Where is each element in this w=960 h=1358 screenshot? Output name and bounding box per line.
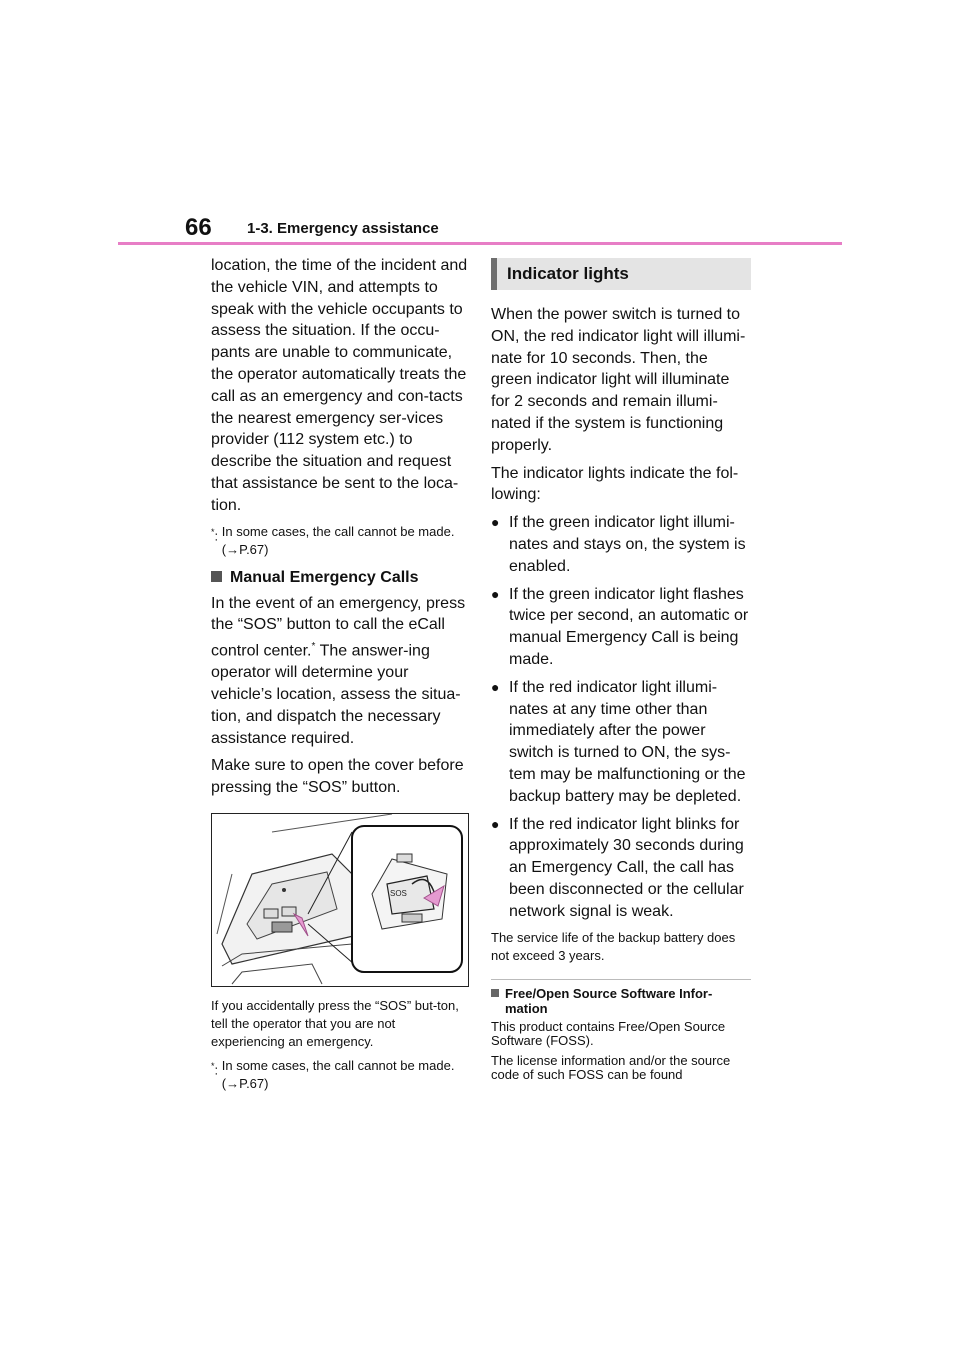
square-bullet-icon [211,571,222,582]
foss-heading [491,986,751,1016]
footnote-mark: *: [211,1061,222,1078]
paragraph: Make sure to open the cover before pressing the “SOS” button. [211,757,464,797]
list-item: ● If the green indicator light flashes twice per second, an automatic or manual Emergency Call is being made. [491,584,751,671]
square-bullet-icon [491,989,499,997]
bullet-dot-icon: ● [491,815,500,832]
foss-heading-text: Free/Open Source Software Infor-mation [505,985,713,1016]
paragraph: The indicator lights indicate the fol-lowing: [491,464,739,504]
bullet-dot-icon: ● [491,514,500,531]
manual-calls-heading-text: Manual Emergency Calls [230,568,419,586]
page-number: 66 [185,214,212,241]
list-item: ● If the red indicator light illumi-nates at any time other than immediately after the power switch is turned to ON, the sys-tem may be malfunctioning or the backup battery may be depleted. [491,677,751,808]
footnote [211,1057,471,1093]
paragraph: location, the time of the incident and the vehicle VIN, and attempts to speak with the vehicle occupants to assess the situation. If the occu-pants are unable to communicate, the operator automatically treats the call as an emergency and con-tacts the nearest emergency ser-vices provider (112 system etc.) to describe the situation and request that assistance be sent to the loca-tion. [211,257,468,514]
header-rule [118,242,842,245]
accidental-press-note: If you accidentally press the “SOS” but-ton, tell the operator that you are not experiencing an emergency. [211,998,459,1050]
footnote [211,523,471,559]
manual-calls-heading [211,569,471,587]
overhead-console-drawing [212,814,468,986]
paragraph: When the power switch is turned to ON, the red indicator light will illumi-nate for 10 seconds. Then, the green indicator light will illuminate for 2 seconds and remain illumi-nated if the system is functioning properly. [491,306,746,454]
divider [491,979,751,980]
sos-label: SOS [390,889,407,899]
paragraph: In the event of an emergency, press the “SOS” button to call the eCall control center.* The answer-ing operator will determine your vehicle’s location, assess the situa-tion, and dispatch the necessary assistance required. [211,594,466,747]
right-column [491,258,751,1088]
section-title: 1-3. Emergency assistance [247,220,439,237]
bullet-dot-icon: ● [491,585,500,602]
indicator-lights-heading: Indicator lights [491,258,751,290]
left-column [211,255,471,1103]
foss-paragraph: The license information and/or the source code of such FOSS can be found [491,1052,731,1082]
foss-paragraph: This product contains Free/Open Source Software (FOSS). [491,1018,726,1048]
list-item: ● If the green indicator light illumi-nates and stays on, the system is enabled. [491,512,751,577]
footnote-mark: *: [211,526,222,543]
sos-button-illustration [211,813,469,987]
list-item: ● If the red indicator light blinks for approximately 30 seconds during an Emergency Call, the call has been disconnected or the cellular network signal is weak. [491,814,751,923]
bullet-dot-icon: ● [491,678,500,695]
footnote-text: In some cases, the call cannot be made. (→P.67) [221,1058,455,1092]
footnote-text: In some cases, the call cannot be made. (→P.67) [221,523,455,557]
battery-note: The service life of the backup battery does not exceed 3 years. [491,929,736,963]
